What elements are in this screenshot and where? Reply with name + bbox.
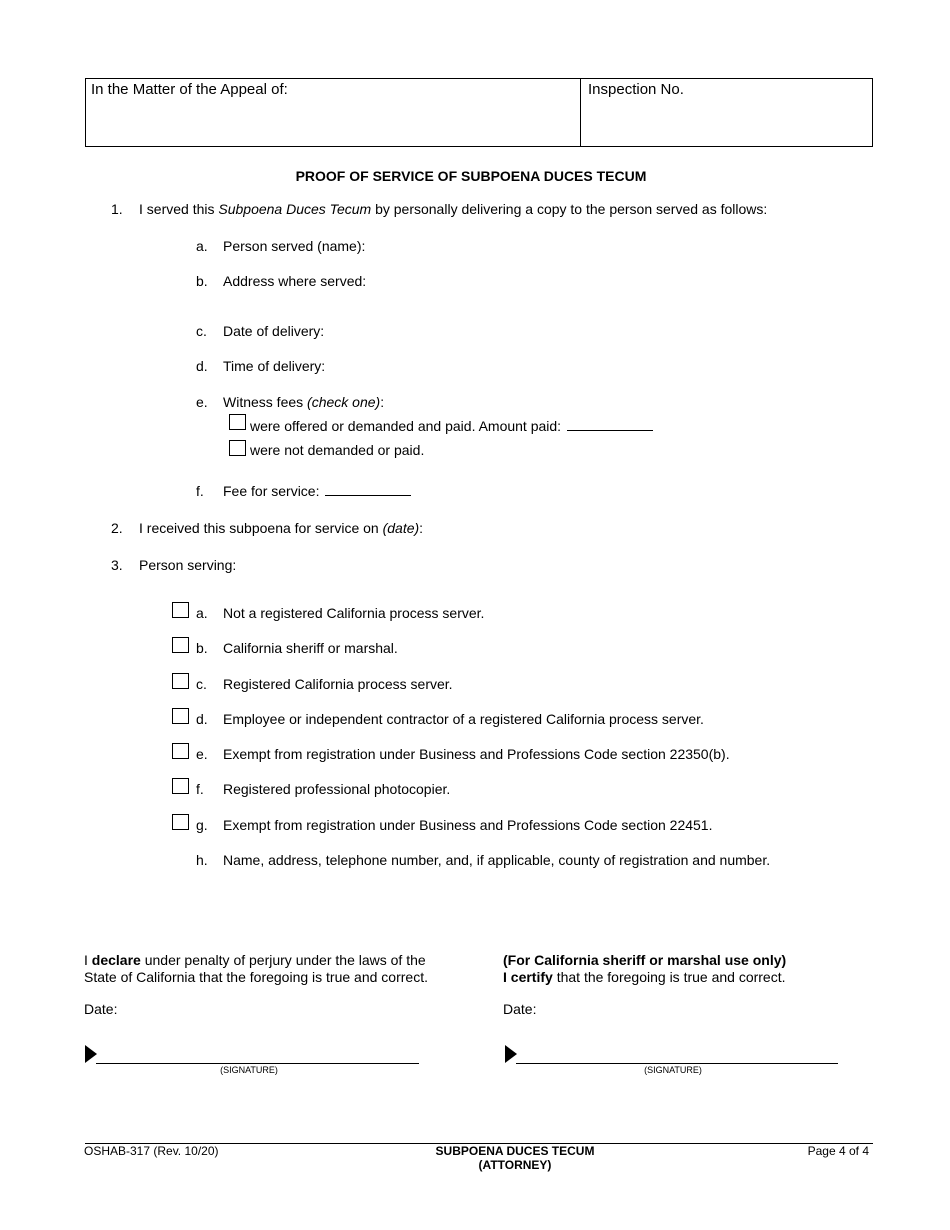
serving-d-checkbox[interactable] <box>172 708 189 724</box>
item-2-number: 2. <box>111 520 123 536</box>
signature-arrow-icon <box>85 1045 97 1063</box>
serving-e-letter: e. <box>196 746 208 762</box>
serving-b-text: California sheriff or marshal. <box>223 640 398 656</box>
item-1e-letter: e. <box>196 394 208 410</box>
certify-date-label: Date: <box>503 1001 537 1017</box>
serving-g-letter: g. <box>196 817 208 833</box>
witness-not-paid-label: were not demanded or paid. <box>250 442 425 458</box>
certify-line: I certify that the foregoing is true and correct. <box>503 969 786 985</box>
address-served-label: Address where served: <box>223 273 367 289</box>
item-1-text: I served this Subpoena Duces Tecum by personally delivering a copy to the person served as follows: <box>139 201 768 217</box>
item-1c-letter: c. <box>196 323 207 339</box>
person-served-label: Person served (name): <box>223 238 366 254</box>
item-3-number: 3. <box>111 557 123 573</box>
footer-form-number: OSHAB-317 (Rev. 10/20) <box>84 1144 219 1158</box>
serving-c-text: Registered California process server. <box>223 676 453 692</box>
serving-f-checkbox[interactable] <box>172 778 189 794</box>
serving-b-letter: b. <box>196 640 208 656</box>
serving-h-letter: h. <box>196 852 208 868</box>
serving-g-checkbox[interactable] <box>172 814 189 830</box>
serving-f-text: Registered professional photocopier. <box>223 781 451 797</box>
serving-d-text: Employee or independent contractor of a registered California process server. <box>223 711 704 727</box>
certify-heading: (For California sheriff or marshal use only) <box>503 952 787 968</box>
serving-b-checkbox[interactable] <box>172 637 189 653</box>
caption-box <box>85 78 873 147</box>
serving-a-text: Not a registered California process server. <box>223 605 485 621</box>
matter-label: In the Matter of the Appeal of: <box>91 81 288 98</box>
serving-a-checkbox[interactable] <box>172 602 189 618</box>
serving-g-text: Exempt from registration under Business and Professions Code section 22451. <box>223 817 713 833</box>
fee-service-label: Fee for service: <box>223 483 411 499</box>
declare-signature-caption: (SIGNATURE) <box>220 1065 278 1075</box>
item-1a-letter: a. <box>196 238 208 254</box>
footer-title: SUBPOENA DUCES TECUM (ATTORNEY) <box>435 1144 595 1172</box>
serving-a-letter: a. <box>196 605 208 621</box>
certify-signature-caption: (SIGNATURE) <box>644 1065 702 1075</box>
serving-h-text: Name, address, telephone number, and, if applicable, county of registration and number. <box>223 852 771 868</box>
item-3-text: Person serving: <box>139 557 237 573</box>
serving-c-letter: c. <box>196 676 207 692</box>
footer-page-number: Page 4 of 4 <box>807 1144 869 1158</box>
item-1-number: 1. <box>111 201 123 217</box>
serving-e-text: Exempt from registration under Business and Professions Code section 22350(b). <box>223 746 730 762</box>
certify-signature-line[interactable] <box>516 1063 838 1064</box>
declare-signature-line[interactable] <box>96 1063 419 1064</box>
witness-paid-checkbox[interactable] <box>229 414 246 430</box>
time-delivery-label: Time of delivery: <box>223 358 326 374</box>
serving-d-letter: d. <box>196 711 208 727</box>
serving-c-checkbox[interactable] <box>172 673 189 689</box>
witness-fees-label: Witness fees (check one): <box>223 394 385 410</box>
amount-paid-blank[interactable] <box>567 418 653 431</box>
page-title: PROOF OF SERVICE OF SUBPOENA DUCES TECUM <box>295 168 647 184</box>
fee-service-blank[interactable] <box>325 483 411 496</box>
inspection-label: Inspection No. <box>588 81 684 98</box>
item-1f-letter: f. <box>196 483 204 499</box>
serving-e-checkbox[interactable] <box>172 743 189 759</box>
declare-line-2: State of California that the foregoing is true and correct. <box>84 969 428 985</box>
witness-not-paid-checkbox[interactable] <box>229 440 246 456</box>
serving-f-letter: f. <box>196 781 204 797</box>
caption-divider <box>580 79 581 146</box>
item-1d-letter: d. <box>196 358 208 374</box>
date-delivery-label: Date of delivery: <box>223 323 325 339</box>
item-2-text: I received this subpoena for service on (date): <box>139 520 424 536</box>
signature-arrow-icon <box>505 1045 517 1063</box>
declare-date-label: Date: <box>84 1001 118 1017</box>
declare-line-1: I declare under penalty of perjury under the laws of the <box>84 952 426 968</box>
item-1b-letter: b. <box>196 273 208 289</box>
witness-paid-label: were offered or demanded and paid. Amount paid: <box>250 418 653 434</box>
